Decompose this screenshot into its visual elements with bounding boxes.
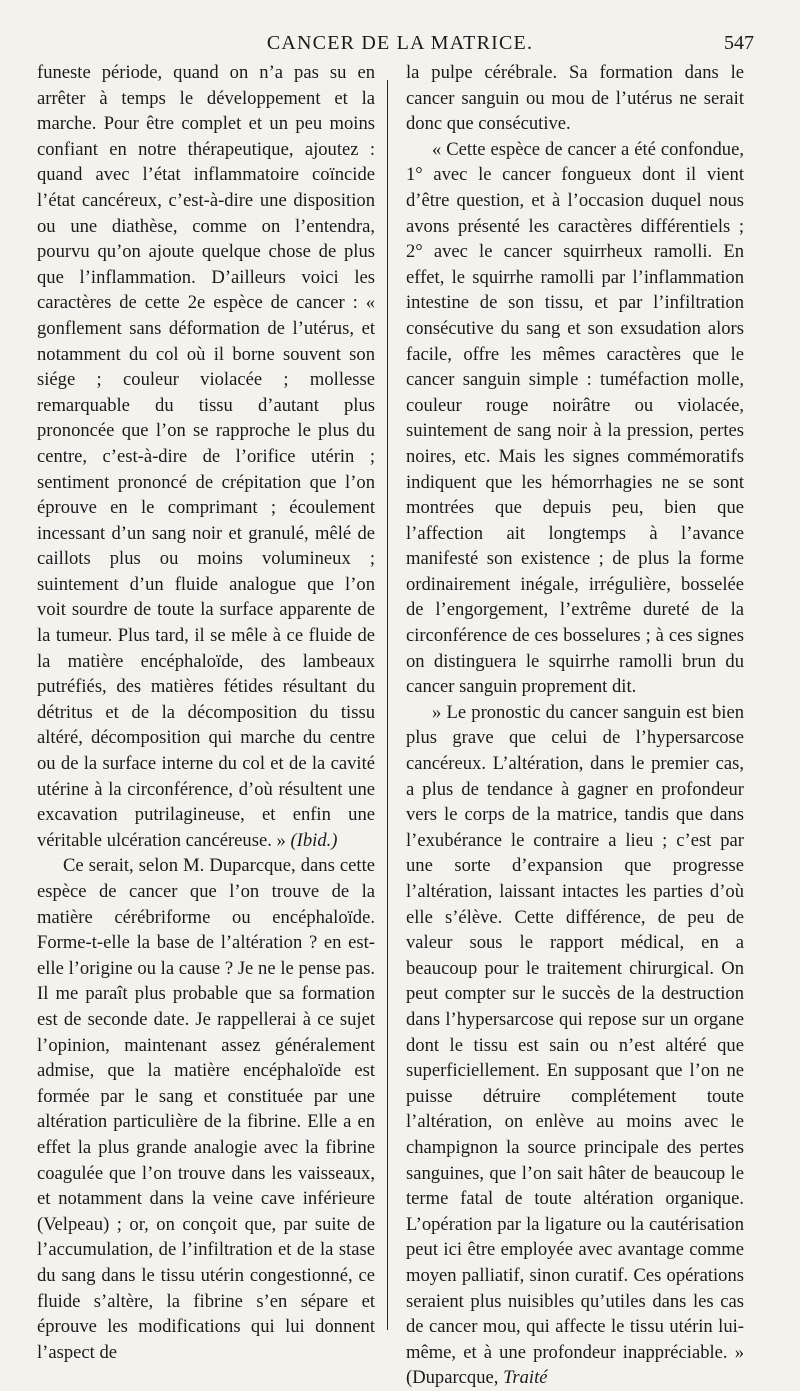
citation: (Ibid.) <box>290 829 338 851</box>
paragraph: « Cette espèce de cancer a été confondue, 1° avec le cancer fongueux dont il vient d’être question, et à l’occasion duquel nous avons présenté les caractères différentiels ; 2° avec le cancer squirrheux ramolli. En effet, le squirrhe ramolli par l’inflammation intestine de son tissu, et par l’infiltration consécutive du sang et son exsudation alors facile, offre les mêmes caractères que le cancer sanguin simple : tuméfaction molle, couleur rouge noirâtre ou violacée, suintement de sang noir à la pression, pertes noires, etc. Mais les signes commémoratifs indiquent que les hémorrhagies ne se sont montrées que depuis peu, bien que l’affection ait longtemps à l’avance manifesté son existence ; de plus la forme ordinairement inégale, irrégulière, bosselée de l’engorgement, l’extrême dureté de la circonférence de ces bosselures ; à ces signes on distinguera le squirrhe ramolli brun du cancer sanguin proprement dit. <box>406 138 744 698</box>
citation-title: Traité <box>503 1367 548 1389</box>
running-title: CANCER DE LA MATRICE. <box>266 32 534 54</box>
paragraph: la pulpe cérébrale. Sa formation dans le cancer sanguin ou mou de l’utérus ne serait donc que consécutive. <box>406 62 744 135</box>
paragraph: Ce serait, selon M. Duparcque, dans cette espèce de cancer que l’on trouve de la matière cérébriforme ou encéphaloïde. Forme-t-elle la base de l’altération ? en est-elle l’origine ou la cause ? Je ne le pense pas. Il me paraît plus probable que sa formation est de seconde date. Je rappellerai à ce sujet l’opinion, maintenant assez généralement admise, que la matière encéphaloïde est formée par le sang et constituée par une altération particulière de la fibrine. Elle a en effet la plus grande analogie avec la fibrine coagulée que l’on trouve dans les vaisseaux, et notamment dans la veine cave inférieure (Velpeau) ; or, on conçoit que, par suite de l’accumulation, de l’infiltration et de la stase du sang dans le tissu utérin congestionné, ce fluide s’altère, la fibrine s’en sépare et éprouve les modifications qui lui donnent l’aspect de <box>37 855 375 1363</box>
right-column <box>406 60 744 1391</box>
paragraph: » Le pronostic du cancer sanguin est bien plus grave que celui de l’hypersarcose cancéreux. L’altération, dans le premier cas, a plus de tendance à gagner en profondeur vers le corps de la matrice, tandis que dans l’exubérance le contraire a lieu ; c’est par une sorte d’expansion que progresse l’altération, laissant intactes les parties d’où elle s’élève. Cette différence, de peu de valeur sous le rapport médical, en a beaucoup pour le traitement chirurgical. On peut compter sur le succès de la destruction dans l’hypersarcose qui repose sur un organe dont le tissu est sain ou n’est altéré que superficiellement. En supposant que l’on ne puisse détruire complétement toute l’altération, on enlève au moins avec le champignon la source principale des pertes sanguines, que l’on sait hâter de beaucoup le terme fatal de toute altération organique. L’opération par la ligature ou la cautérisation peut ici être employée avec avantage comme moyen palliatif, sinon curatif. Ces opérations seraient plus nuisibles qu’utiles dans les cas de cancer mou, qui affecte le tissu utérin lui-même, et à une profondeur inappréciable. » (Duparcque, Traité <box>406 701 744 1389</box>
page-header <box>0 30 800 60</box>
paragraph: funeste période, quand on n’a pas su en arrêter à temps le développement et la marche. Pour être complet et un peu moins confiant en notre thérapeutique, ajoutez : quand avec l’état inflammatoire coïncide l’état cancéreux, c’est-à-dire une disposition ou une diathèse, comme on l’entendra, pourvu qu’on ajoute quelque chose de plus que l’inflammation. D’ailleurs voici les caractères de cette 2e espèce de cancer : « gonflement sans déformation de l’utérus, et notamment du col où il borne souvent son siége ; couleur violacée ; mollesse remarquable du tissu d’autant plus prononcée que l’on se rapproche le plus du centre, c’est-à-dire de l’orifice utérin ; sentiment prononcé de crépitation que l’on éprouve en le comprimant ; écoulement incessant d’un sang noir et granulé, mêlé de caillots plus ou moins volumineux ; suintement d’un fluide analogue que l’on voit sourdre de toute la surface apparente de la tumeur. Plus tard, il se mêle à ce fluide de la matière encéphaloïde, des lambeaux putréfiés, des matières fétides résultant du détritus et de la décomposition du tissu altéré, décomposition qui marche du centre ou de la surface interne du col et de la cavité utérine à la circonférence, d’où résultent une excavation putrilagineuse, et enfin une véritable ulcération cancéreuse. » (Ibid.) <box>37 62 375 851</box>
column-divider <box>387 80 388 1330</box>
left-column <box>37 60 375 1365</box>
page-number: 547 <box>724 32 754 54</box>
citation-author: (Duparcque, <box>406 1367 499 1389</box>
